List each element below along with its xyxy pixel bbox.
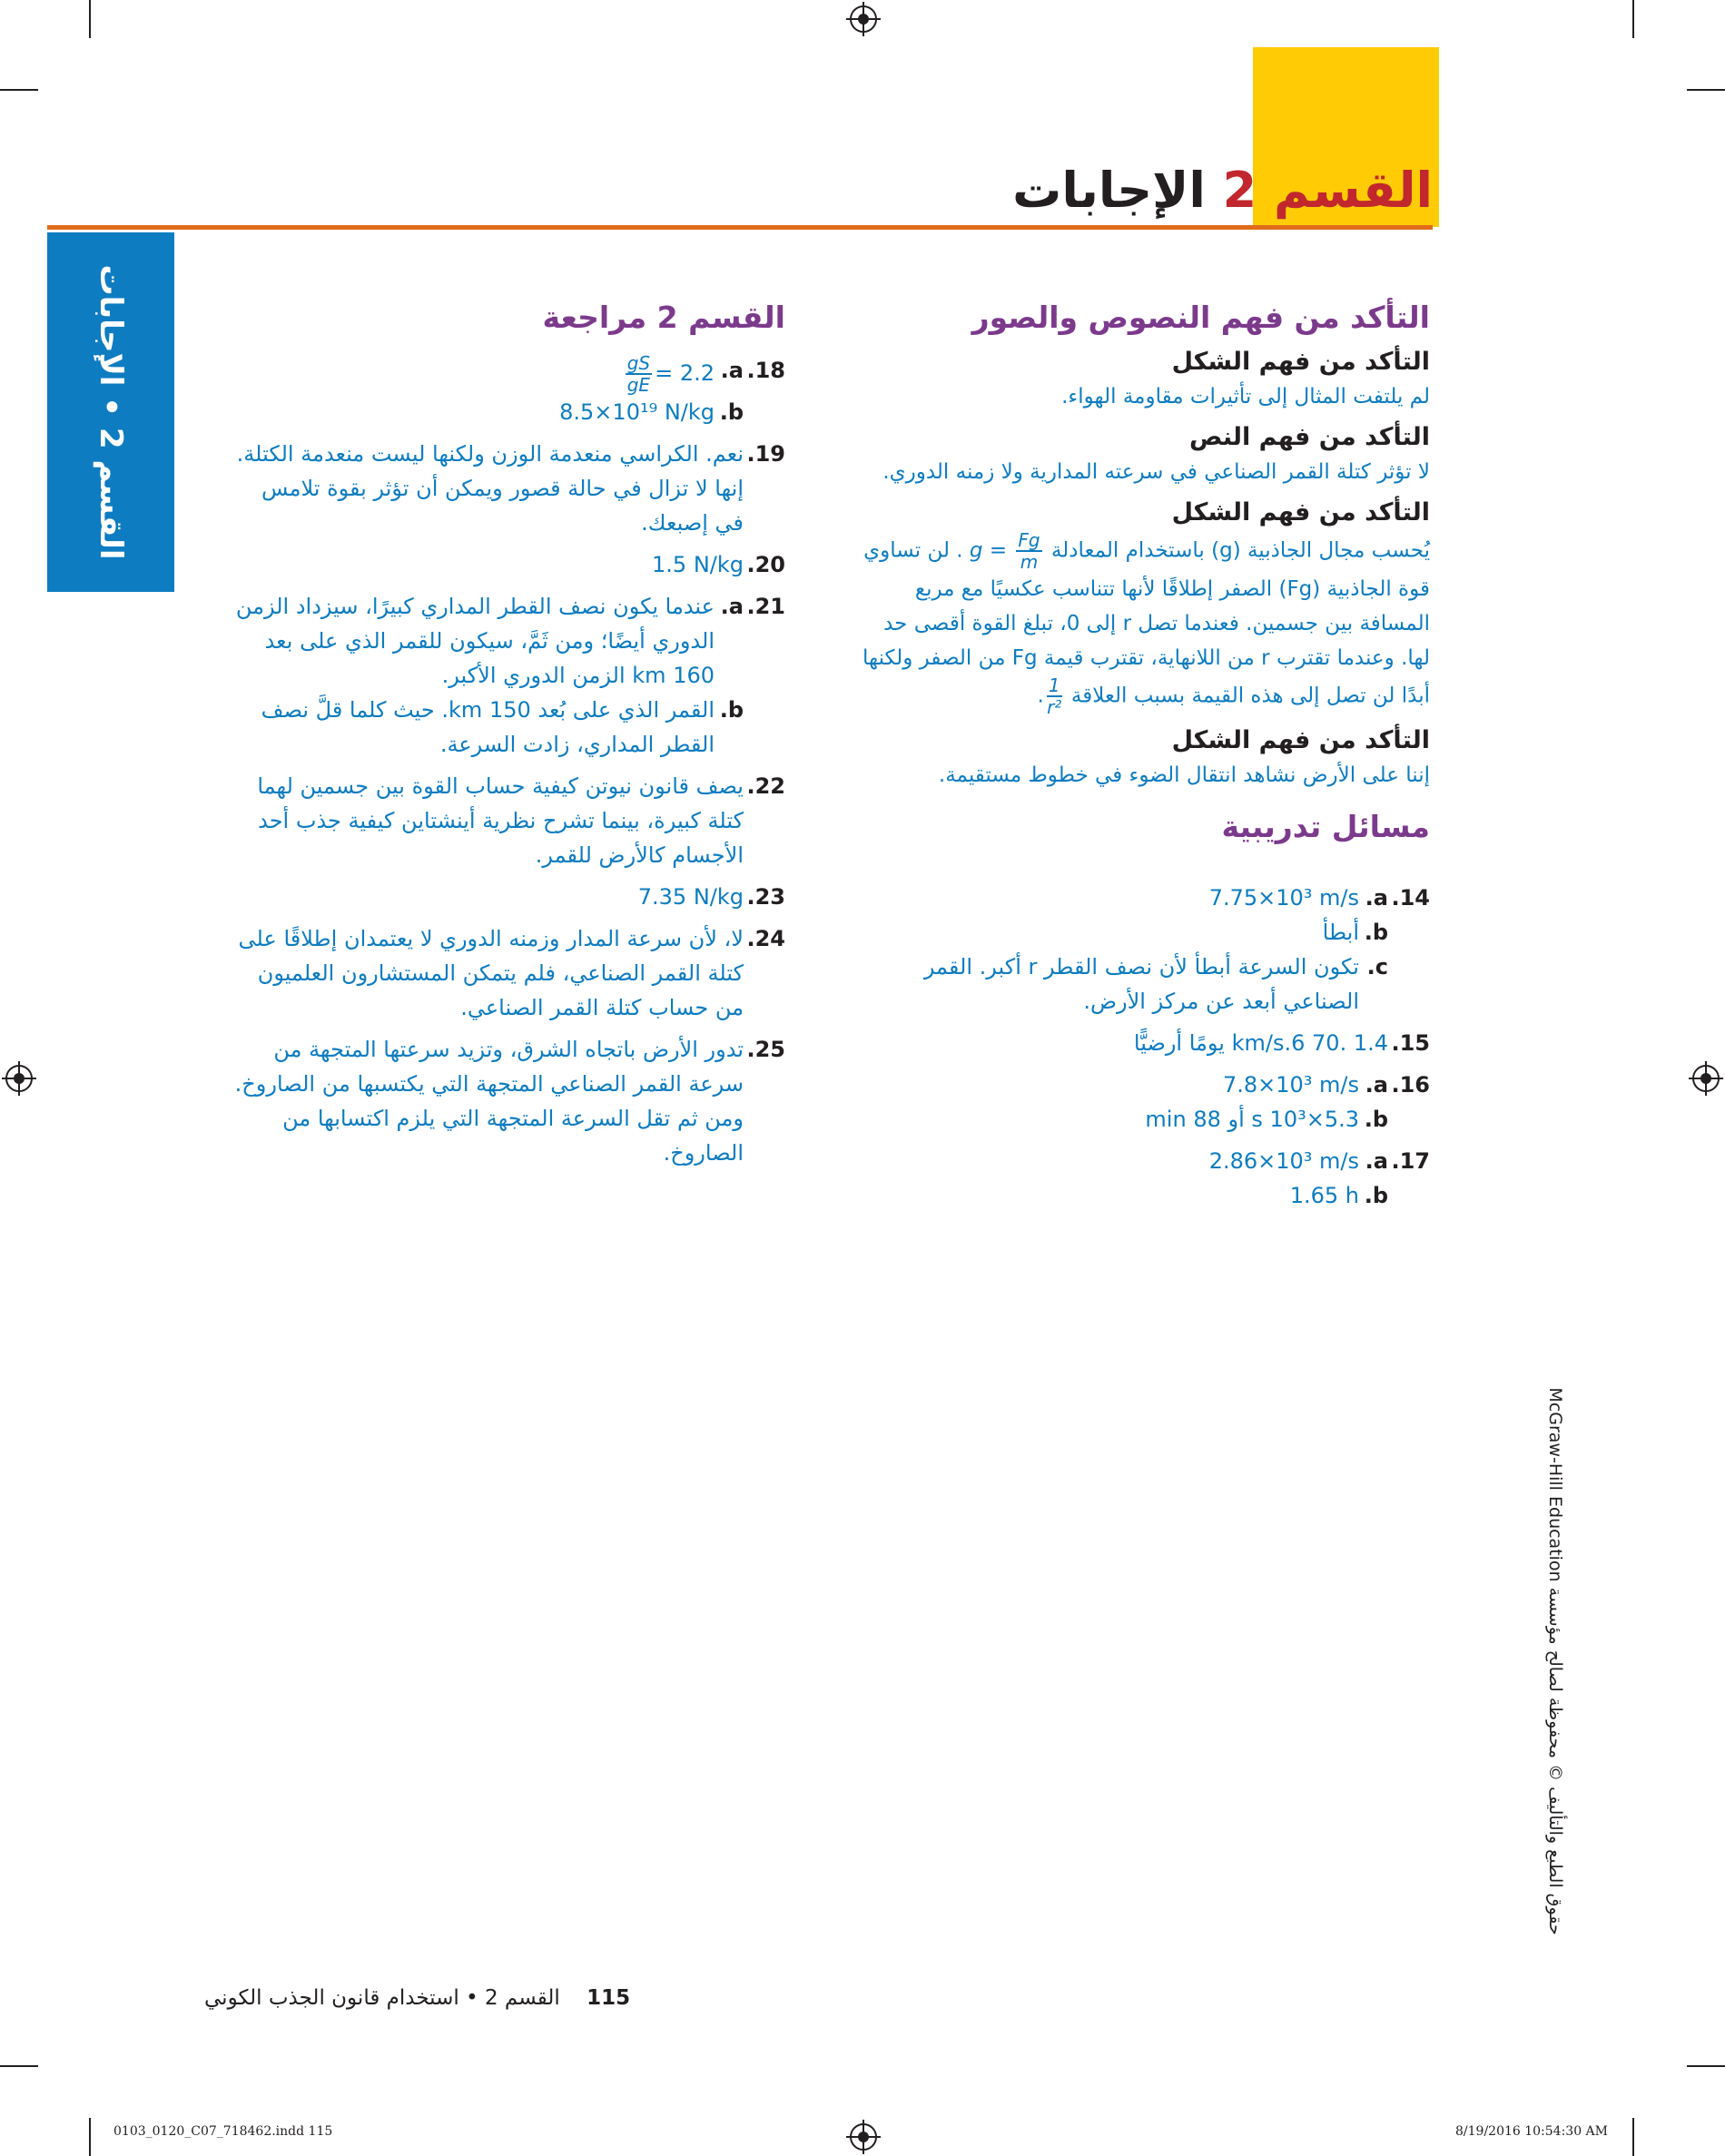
copyright-notice: حقوق الطبع والتأليف © محفوظة لصالح مؤسسة McGraw-Hill Education <box>1545 1387 1565 1935</box>
list-item <box>232 1032 785 1170</box>
sub-answer: 8.5×10¹⁹ N/kg <box>559 399 715 425</box>
sub-item <box>849 1144 1388 1178</box>
sub-answer: القمر الذي على بُعد 150 km. حيث كلما قلَّ نصف القطر المداري، زادت السرعة. <box>261 697 715 757</box>
file-slug: 0103_0120_C07_718462.indd 115 <box>113 2124 333 2139</box>
item-number: 15. <box>1391 1030 1430 1056</box>
check-answer: لا تؤثر كتلة القمر الصناعي في سرعته المدارية ولا زمنه الدوري. <box>882 460 1430 484</box>
fraction <box>1016 530 1041 572</box>
check-answer: إننا على الأرض نشاهد انتقال الضوء في خطوط مستقيمة. <box>938 763 1430 787</box>
page-number: 115 <box>586 1986 631 2010</box>
item-answer: لا، لأن سرعة المدار وزمنه الدوري لا يعتمدان إطلاقًا على كتلة القمر الصناعي، فلم يتمكن المستشارون العلميون من حساب كتلة القمر الصناعي. <box>238 926 744 1020</box>
item-answer: تدور الأرض باتجاه الشرق، وتزيد سرعتها المتجهة من سرعة القمر الصناعي المتجهة التي يكتسبها من الصاروخ. ومن ثم تقل السرعة المتجهة التي يلزم اكتسابها من الصاروخ. <box>234 1037 744 1166</box>
crop-mark <box>1687 2065 1725 2067</box>
equation <box>970 530 1045 572</box>
fraction <box>626 353 652 395</box>
answer-text: . لن تساوي قوة الجاذبية (Fg) الصفر إطلاقًا لأنها تتناسب عكسيًا مع مربع المسافة بين جسمين. فعندما تصل r إلى 0، تبلغ القوة أقصى حد لها. وعندما تقترب r من اللانهاية، تقترب قيمة Fg من الصفر ولكنها أبدًا لن تصل إلى هذه القيمة بسبب العلاقة <box>862 538 1430 708</box>
list-item <box>849 1068 1430 1137</box>
registration-mark-icon <box>5 1065 33 1092</box>
list-item <box>849 1144 1430 1213</box>
sub-answer: 1.65 h <box>1289 1183 1359 1208</box>
crop-mark <box>1632 0 1634 38</box>
numerator: Fg <box>1018 529 1040 551</box>
sub-item <box>232 589 744 693</box>
page-title <box>1012 162 1433 219</box>
section-heading: التأكد من فهم النصوص والصور <box>971 300 1430 335</box>
sub-item <box>849 1178 1388 1213</box>
item-answer: نعم. الكراسي منعدمة الوزن ولكنها ليست منعدمة الكتلة. إنها لا تزال في حالة قصور ويمكن أن تؤثر بقوة تلامس في إصبعك. <box>236 441 744 536</box>
sub-answer: تكون السرعة أبطأ لأن نصف القطر r أكبر. القمر الصناعي أبعد عن مركز الأرض. <box>923 954 1359 1014</box>
registration-mark-icon <box>850 2123 877 2151</box>
denominator: gE <box>626 374 651 396</box>
crop-mark <box>89 2118 91 2156</box>
sub-item <box>849 950 1388 1019</box>
list-item <box>849 1026 1430 1060</box>
list-item <box>232 880 785 914</box>
left-column <box>232 300 785 1177</box>
crop-mark <box>89 0 91 38</box>
footer-text: القسم 2 • استخدام قانون الجذب الكوني <box>204 1986 560 2010</box>
sub-answer: أبطأ <box>1322 920 1359 945</box>
item-number: 25. <box>746 1037 785 1062</box>
denominator: r² <box>1047 696 1062 718</box>
sub-label: b. <box>719 399 744 425</box>
fraction <box>1047 675 1062 717</box>
sub-label: a. <box>1365 885 1388 911</box>
list-item <box>232 769 785 872</box>
crop-mark <box>1687 89 1725 91</box>
sub-label: c. <box>1366 954 1388 980</box>
check-subhead: التأكد من فهم الشكل <box>1171 348 1430 376</box>
equation-lhs: g = <box>969 538 1008 563</box>
header-rule <box>47 225 1433 230</box>
item-number: 24. <box>746 926 785 951</box>
item-number: 18. <box>746 358 785 383</box>
registration-mark-icon <box>1692 1065 1720 1092</box>
page-footer <box>204 1986 630 2010</box>
item-number: 19. <box>746 441 785 467</box>
sub-answer: 7.75×10³ m/s <box>1208 885 1359 911</box>
practice-heading: مسائل تدريبية <box>1221 809 1430 844</box>
numerator: gS <box>626 352 651 374</box>
sub-answer: 2.86×10³ m/s <box>1208 1148 1359 1174</box>
sub-item <box>232 395 744 429</box>
crop-mark <box>1632 2118 1634 2156</box>
list-item <box>232 589 785 762</box>
sub-label: a. <box>1365 1072 1388 1098</box>
sub-item <box>849 1068 1388 1102</box>
denominator: m <box>1020 551 1039 573</box>
check-answer: لم يلتفت المثال إلى تأثيرات مقاومة الهواء. <box>1061 385 1430 409</box>
sub-answer: عندما يكون نصف القطر المداري كبيرًا، سيزداد الزمن الدوري أيضًا؛ ومن ثَمَّ، سيكون للقمر الذي على بعد 160 km الزمن الدوري الأكبر. <box>235 594 715 688</box>
sub-label: b. <box>1364 920 1388 945</box>
list-item <box>232 921 785 1025</box>
answer-text: يُحسب مجال الجاذبية (g) باستخدام المعادلة <box>1044 538 1430 563</box>
item-number: 21. <box>746 594 785 619</box>
list-item <box>232 547 785 582</box>
item-number: 14. <box>1391 885 1430 911</box>
sub-answer: 7.8×10³ m/s <box>1222 1072 1359 1098</box>
side-tab-label: القسم 2 • الإجابات <box>93 264 129 560</box>
date-slug: 8/19/2016 10:54:30 AM <box>1455 2124 1609 2139</box>
item-number: 16. <box>1391 1072 1430 1098</box>
sub-item <box>849 915 1388 950</box>
practice-list <box>849 881 1430 1213</box>
sub-item <box>232 353 744 395</box>
list-item <box>232 353 785 429</box>
sub-answer: 5.3×10³ s أو 88 min <box>1145 1107 1359 1132</box>
item-answer: 7.35 N/kg <box>637 884 744 910</box>
check-subhead: التأكد من فهم الشكل <box>1171 726 1430 754</box>
review-heading: القسم 2 مراجعة <box>542 300 785 335</box>
sub-label: a. <box>1365 1148 1388 1174</box>
title-text: الإجابات <box>1012 162 1206 219</box>
check-answer: يُحسب مجال الجاذبية (g) باستخدام المعادلة g = $\frac{Fg}{m}$ . لن تساوي قوة الجاذبية (Fg) الصفر إطلاقًا لأنها تتناسب عكسيًا مع مربع المسافة بين جسمين. فعندما تصل r إلى 0، تبلغ القوة أقصى حد لها. وعندما تقترب r من اللانهاية، تقترب قيمة Fg من الصفر ولكنها أبدًا لن تصل إلى هذه القيمة بسبب العلاقة $\frac{1}{\text{r²}}$ . <box>862 529 1430 718</box>
sub-label: a. <box>720 358 744 383</box>
item-number: 23. <box>746 884 785 910</box>
item-answer: 1.4 .70 km/s.6 يومًا أرضيًّا <box>1133 1030 1388 1056</box>
item-number: 22. <box>746 773 785 799</box>
ratio-equation <box>623 353 715 395</box>
sub-item <box>849 1102 1388 1137</box>
sub-label: a. <box>720 594 744 619</box>
ratio-value: = 2.2 <box>655 360 715 386</box>
item-number: 20. <box>746 552 785 577</box>
list-item <box>849 881 1430 1019</box>
sub-item <box>849 881 1388 915</box>
sub-label: b. <box>1364 1107 1388 1132</box>
check-subhead: التأكد من فهم الشكل <box>1171 498 1430 527</box>
sub-label: b. <box>1364 1183 1388 1208</box>
item-number: 17. <box>1391 1148 1430 1174</box>
section-word: القسم <box>1274 162 1433 219</box>
numerator: 1 <box>1048 674 1060 696</box>
sub-item <box>232 693 744 762</box>
right-column <box>849 300 1430 1220</box>
sub-label: b. <box>719 697 744 723</box>
section-number: 2 <box>1222 162 1257 219</box>
crop-mark <box>0 2065 38 2067</box>
crop-mark <box>0 89 38 91</box>
check-subhead: التأكد من فهم النص <box>1189 423 1430 451</box>
item-answer: 1.5 N/kg <box>652 552 744 577</box>
item-answer: يصف قانون نيوتن كيفية حساب القوة بين جسمين لهما كتلة كبيرة، بينما تشرح نظرية أينشتاين كيفية جذب أحد الأجسام كالأرض للقمر. <box>257 773 744 868</box>
list-item <box>232 437 785 540</box>
registration-mark-icon <box>850 5 877 33</box>
